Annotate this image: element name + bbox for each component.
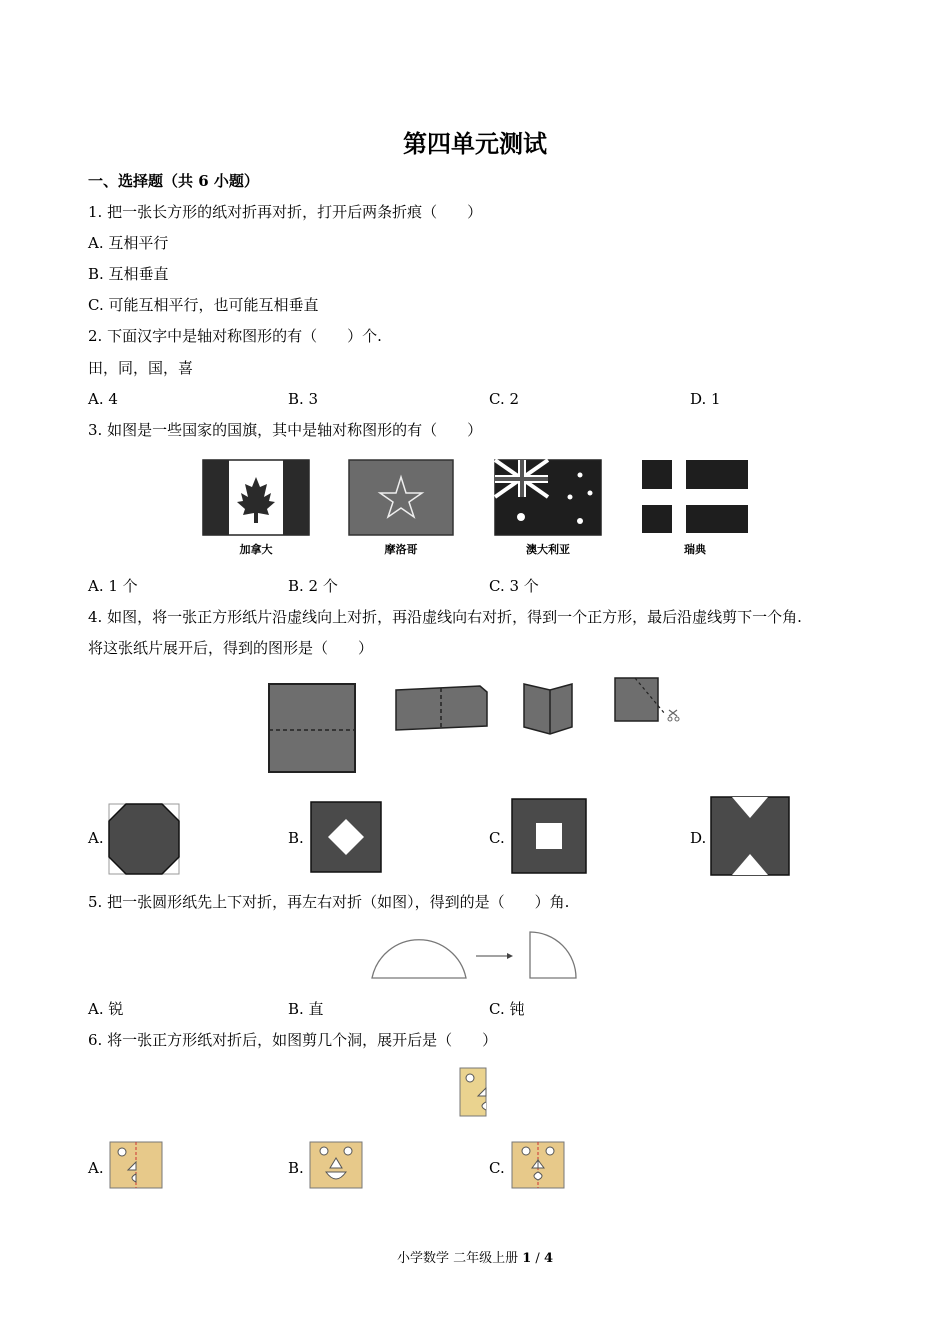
q6-option-a-label: A. bbox=[88, 1159, 104, 1177]
q1-option-b: B. 互相垂直 bbox=[88, 265, 169, 283]
q3-option-a: A. 1 个 bbox=[88, 577, 138, 595]
footer-separator: / bbox=[531, 1251, 544, 1266]
q2-stem: 2. 下面汉字中是轴对称图形的有（ ）个. bbox=[88, 327, 382, 345]
q5-stem: 5. 把一张圆形纸先上下对折，再左右对折（如图），得到的是（ ）角. bbox=[88, 893, 570, 911]
q2-characters: 田，同，国，喜 bbox=[88, 359, 194, 377]
q1-option-c: C. 可能互相平行，也可能互相垂直 bbox=[88, 296, 319, 314]
q1-option-a: A. 互相平行 bbox=[88, 234, 169, 252]
q4-option-a-label: A. bbox=[88, 829, 104, 847]
q2-option-d: D. 1 bbox=[690, 390, 721, 408]
q4-option-c-figure bbox=[511, 798, 587, 874]
sweden-flag bbox=[642, 460, 748, 535]
q4-option-d-label: D. bbox=[690, 829, 707, 847]
footer-page-number: 1 bbox=[522, 1251, 532, 1266]
canada-flag bbox=[203, 460, 309, 535]
flag-label-sweden: 瑞典 bbox=[684, 543, 706, 556]
folding-steps-figure bbox=[265, 672, 695, 782]
footer-page-total: 4 bbox=[543, 1251, 553, 1266]
q6-option-b-label: B. bbox=[288, 1159, 304, 1177]
q1-stem: 1. 把一张长方形的纸对折再对折，打开后两条折痕（ ） bbox=[88, 203, 483, 221]
circle-folding-figure bbox=[368, 926, 583, 981]
australia-flag bbox=[495, 460, 601, 535]
page-title: 第四单元测试 bbox=[403, 129, 547, 158]
section-heading: 一、选择题（共 6 小题） bbox=[88, 172, 259, 190]
q4-stem-line1: 4. 如图，将一张正方形纸片沿虚线向上对折，再沿虚线向右对折，得到一个正方形，最后沿虚线剪下一个角. bbox=[88, 608, 802, 626]
folded-paper-cut-figure bbox=[458, 1066, 490, 1118]
q6-option-c-label: C. bbox=[489, 1159, 505, 1177]
q4-option-c-label: C. bbox=[489, 829, 505, 847]
flags-figure bbox=[195, 455, 765, 565]
q3-option-b: B. 2 个 bbox=[288, 577, 338, 595]
q5-option-a: A. 锐 bbox=[88, 1000, 124, 1018]
q2-option-c: C. 2 bbox=[489, 390, 520, 408]
q6-option-b-figure bbox=[308, 1140, 364, 1190]
q4-stem-line2: 将这张纸片展开后，得到的图形是（ ） bbox=[88, 639, 374, 657]
q2-option-a: A. 4 bbox=[88, 390, 118, 408]
flag-label-australia: 澳大利亚 bbox=[526, 543, 570, 556]
q5-option-b: B. 直 bbox=[288, 1000, 324, 1018]
q4-option-b-label: B. bbox=[288, 829, 304, 847]
q2-option-b: B. 3 bbox=[288, 390, 319, 408]
q3-stem: 3. 如图是一些国家的国旗，其中是轴对称图形的有（ ） bbox=[88, 421, 483, 439]
flag-label-canada: 加拿大 bbox=[239, 543, 273, 556]
morocco-flag bbox=[349, 460, 453, 535]
q4-option-a-figure bbox=[108, 803, 180, 875]
q6-option-c-figure bbox=[510, 1140, 566, 1190]
q4-option-d-figure bbox=[710, 796, 790, 876]
q4-option-b-figure bbox=[310, 801, 382, 873]
q3-option-c: C. 3 个 bbox=[489, 577, 539, 595]
q6-option-a-figure bbox=[108, 1140, 164, 1190]
q5-option-c: C. 钝 bbox=[489, 1000, 525, 1018]
page-footer bbox=[0, 1247, 950, 1266]
q6-stem: 6. 将一张正方形纸对折后，如图剪几个洞，展开后是（ ） bbox=[88, 1031, 498, 1049]
flag-label-morocco: 摩洛哥 bbox=[384, 543, 418, 556]
footer-text: 小学数学 二年级上册 bbox=[396, 1251, 523, 1266]
